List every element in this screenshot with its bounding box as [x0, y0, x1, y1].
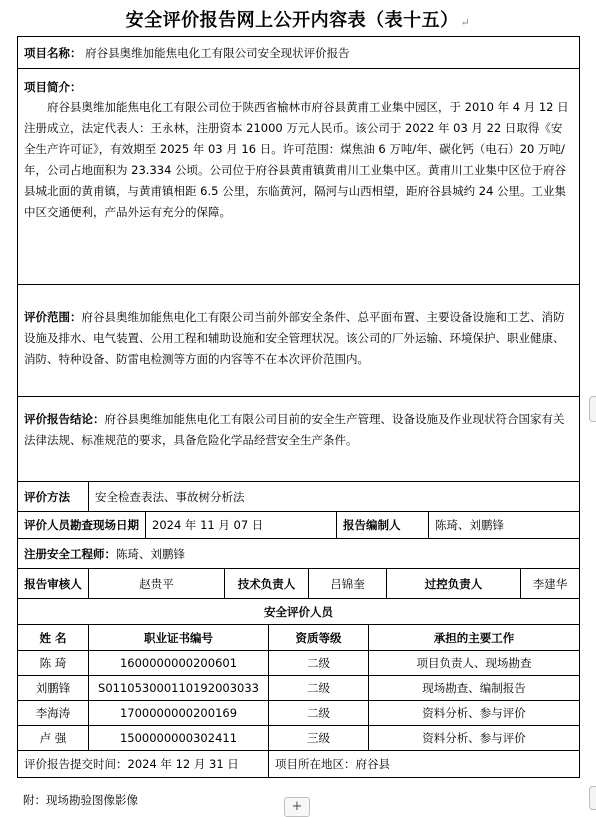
- table-row: [18, 701, 580, 726]
- staff-work: 资料分析、参与评价: [369, 726, 580, 751]
- staff-level: 二级: [269, 651, 369, 676]
- scope-text: 府谷县奥维加能焦电化工有限公司当前外部安全条件、总平面布置、主要设备设施和工艺、消防设施及排水、电气装置、公用工程和辅助设施和安全管理状况。该公司的厂外运输、环境保护、职业健康、消防、特种设备、防雷电检测等方面的内容等不在本次评价范围内。: [24, 310, 565, 366]
- survey-date-value: 2024 年 11 月 07 日: [146, 512, 337, 539]
- table-row: [18, 676, 580, 701]
- staff-name: 刘鹏锋: [18, 676, 89, 701]
- process-lead-label: 过控负责人: [387, 569, 521, 599]
- staff-work: 现场勘查、编制报告: [369, 676, 580, 701]
- process-lead-value: 李建华: [521, 569, 580, 599]
- staff-header-level: 资质等级: [269, 625, 369, 651]
- area-value: 府谷县: [355, 757, 390, 771]
- plus-icon[interactable]: +: [284, 797, 310, 817]
- conclusion-text: 府谷县奥维加能焦电化工有限公司目前的安全生产管理、设备设施及作业现状符合国家有关法律法规、标准规范的要求，具备危险化学品经营安全生产条件。: [24, 412, 565, 447]
- staff-work: 资料分析、参与评价: [369, 701, 580, 726]
- disclosure-table: [17, 36, 580, 778]
- survey-date-label: 评价人员勘查现场日期: [18, 512, 146, 539]
- area-cell: [269, 751, 580, 778]
- project-name-row: 项目名称： 府谷县奥维加能焦电化工有限公司安全现状评价报告: [18, 37, 580, 69]
- scope-label: 评价范围：: [24, 310, 82, 324]
- area-label: 项目所在地区：: [275, 757, 356, 771]
- staff-name: 李海涛: [18, 701, 89, 726]
- staff-name: 陈 琦: [18, 651, 89, 676]
- page-title: 安全评价报告网上公开内容表（表十五） ↵: [125, 10, 471, 31]
- submit-time-value: 2024 年 12 月 31 日: [127, 757, 239, 771]
- submit-time-label: 评价报告提交时间：: [24, 757, 128, 771]
- staff-cert: 1700000000200169: [89, 701, 269, 726]
- scope-cell: [18, 285, 580, 397]
- editor-value: 陈琦、刘鹏锋: [429, 512, 580, 539]
- table-row: [18, 651, 580, 676]
- engineer-label: 注册安全工程师：: [24, 546, 116, 561]
- method-value: 安全检查表法、事故树分析法: [89, 482, 580, 512]
- reviewer-value: 赵贵平: [89, 569, 225, 599]
- project-intro-text: 府谷县奥维加能焦电化工有限公司位于陕西省榆林市府谷县黄甫工业集中园区，于 2010 年 4 月 12 日注册成立，法定代表人：王永林，注册资本 21000 万元人民币。该公司于 2022 年 03 月 22 日取得《安全生产许可证》，有效期至 2025 年 03 月 16 日。许可范围：煤焦油 6 万吨/年、碳化钙（电石）20 万吨/年，公司占地面积为 23.334 公顷。公司位于府谷县黄甫镇黄甫川工业集中区。黄甫川工业集中区位于府谷县城北面的黄甫镇，与黄甫镇相距 6.5 公里，东临黄河，隔河与山西相望，距府谷县城约 24 公里。工业集中区交通便利，产品外运有充分的保障。: [24, 100, 569, 219]
- editor-label: 报告编制人: [337, 512, 429, 539]
- staff-work: 项目负责人、现场勘查: [369, 651, 580, 676]
- engineer-value: 陈琦、刘鹏锋: [116, 546, 185, 561]
- staff-level: 三级: [269, 726, 369, 751]
- staff-header-work: 承担的主要工作: [369, 625, 580, 651]
- staff-level: 二级: [269, 701, 369, 726]
- project-name-value: 府谷县奥维加能焦电化工有限公司安全现状评价报告: [85, 45, 350, 60]
- staff-name: 卢 强: [18, 726, 89, 751]
- staff-section-title: 安全评价人员: [18, 599, 580, 625]
- scroll-handle-bottom[interactable]: [589, 786, 596, 810]
- conclusion-cell: [18, 397, 580, 482]
- method-label: 评价方法: [18, 482, 89, 512]
- conclusion-label: 评价报告结论：: [24, 412, 105, 426]
- tech-lead-label: 技术负责人: [225, 569, 309, 599]
- staff-level: 二级: [269, 676, 369, 701]
- tech-lead-value: 吕锦奎: [309, 569, 387, 599]
- reviewer-label: 报告审核人: [18, 569, 89, 599]
- staff-header-name: 姓 名: [18, 625, 89, 651]
- project-intro-cell: [18, 69, 580, 285]
- project-intro-label: 项目简介：: [24, 80, 82, 94]
- staff-header-cert: 职业证书编号: [89, 625, 269, 651]
- staff-cert: 1500000000302411: [89, 726, 269, 751]
- scroll-handle[interactable]: [589, 396, 596, 422]
- project-name-label: 项目名称: [24, 45, 70, 60]
- submit-time-cell: [18, 751, 269, 778]
- footnote: 附：现场勘验图像影像: [23, 793, 138, 807]
- engineer-row: [18, 539, 580, 569]
- table-row: [18, 726, 580, 751]
- staff-cert: 1600000000200601: [89, 651, 269, 676]
- staff-cert: S011053000110192003033: [89, 676, 269, 701]
